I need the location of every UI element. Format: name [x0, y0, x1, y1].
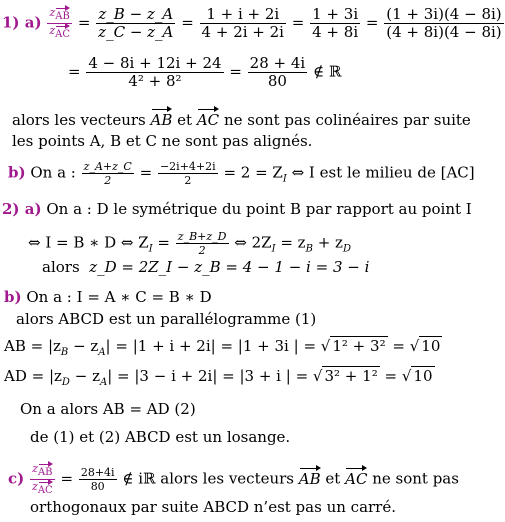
q2a-line-2: ⇔ I = B ∗ D ⇔ $Z_I$ = $\frac{z\_B+z\_D}{2}$ ⇔ $2Z_I = z_B + z_D$ — [28, 230, 351, 257]
text-alors-2: alors — [42, 258, 80, 276]
q2b-equal-sides — [20, 400, 196, 418]
q2a-equivalence: ⇔ I = B ∗ D ⇔ Z — [28, 233, 149, 252]
q2b-ab-line: AB = $|z_B - z_A| = |1 + i + 2i| = |1 + 3i$ | = √ 1² + 3² = √ 10 — [4, 337, 441, 358]
numerator-vec-ab: AB — [55, 7, 70, 23]
ad-modulus-start: AD = |z — [4, 367, 62, 385]
vector-ab: AB — [151, 108, 173, 129]
q2b-label: b) — [4, 288, 22, 306]
subscript-I: I — [282, 173, 287, 185]
q2b-intro — [4, 288, 212, 306]
q1a-frac-5: $\frac{(1 + 3i)(4 - 8i)}{(4 + 8i)(4 - 8i)}$ — [386, 5, 502, 42]
ad-sqrt: √ 3² + 1² — [312, 367, 378, 385]
ab-sqrt: √ 1² + 3² — [320, 337, 386, 355]
q1a-frac-6: $\frac{4 - 8i + 12i + 24}{\text{4² + 8²}}$ — [88, 54, 222, 90]
text-alors: alors les vecteurs — [12, 111, 146, 129]
ad-modulus-rest: | = |3 − i + 2i| = |3 + i | = — [107, 367, 309, 385]
q1a-label: 1) a) — [2, 13, 42, 32]
ab-minus: − z — [73, 337, 99, 355]
q2a-line-3 — [42, 258, 369, 276]
q2b-parallelogram-text: alors ABCD est un parallélogramme (1) — [16, 310, 317, 328]
q2c-label: c) — [8, 469, 25, 488]
q2c-vector-ac: AC — [345, 467, 367, 488]
q1b-line: b) On a : $\frac{z\_A+z\_C}{2}$ = $\frac{-2i+4+2i}{2}$ = $2 = Z_I$ ⇔ I est le milieu de [AC] — [8, 160, 475, 187]
q1b-conclusion: ⇔ I est le milieu de [AC] — [291, 163, 475, 182]
q2c-text-et: et — [325, 469, 341, 488]
q2a-eq-zb: = z — [280, 233, 306, 252]
q1a-frac-2: $\frac{z\_B - z\_A}{z\_C - z\_A}$ — [98, 5, 174, 42]
not-in-R: ∉ ℝ — [313, 62, 342, 81]
q1b-label: b) — [8, 163, 26, 182]
q2a-zd-result: z_D = 2Z_I − z_B = 4 − 1 − i = 3 − i — [89, 258, 370, 276]
q1b-frac-1: $\frac{z\_A+z\_C}{2}$ — [83, 160, 132, 187]
q1a-text-line-2 — [12, 132, 312, 150]
q2a-intro-text: On a : D le symétrique du point B par rapport au point I — [46, 200, 472, 218]
q2c-vector-ab: AB — [299, 467, 321, 488]
q2b-conclusion — [30, 428, 290, 446]
text-non-colineaires: ne sont pas colinéaires par suite — [223, 111, 471, 129]
q1a-equation-line-2: = $\frac{4 - 8i + 12i + 24}{\text{4² + 8²}}$ = $\frac{28 + 4i}{80}$ ∉ ℝ — [68, 54, 342, 90]
text-et: et — [177, 111, 193, 129]
ad-sqrt10: √ 10 — [401, 367, 433, 385]
q1a-text-line-1 — [12, 108, 471, 129]
denominator-z: z — [49, 24, 56, 38]
ab-eq: = — [392, 337, 405, 355]
equals-sign: = — [77, 13, 91, 32]
ad-minus: − z — [74, 367, 100, 385]
q2c-orthogonaux-text: orthogonaux par suite ABCD n’est pas un carré. — [30, 498, 396, 516]
q1b-frac-2: $\frac{-2i+4+2i}{2}$ — [159, 160, 216, 187]
q2b-ad-line: AD = $|z_D - z_A| = |3 - i + 2i| = |3 + i$ | = √ 3² + 1² = √ 10 — [4, 367, 433, 388]
not-in-iR: ∉ iℝ — [122, 469, 156, 488]
q2a-plus-zd: + z — [317, 233, 343, 252]
q1a-frac-7: $\frac{28 + 4i}{80}$ — [249, 54, 306, 90]
ab-modulus-rest: | = |1 + i + 2i| = |1 + 3i | = — [105, 337, 317, 355]
q1a-equation-line-1: 1) a) $\frac{z_{AB}}{z_{AC}}$ = $\frac{z\_B - z\_A}{z\_C - z\_A}$ = $\frac{1 + i + 2i}{4 + 2i + 2i}$ = $\frac{1 + 3i}{4 + 8i}$ = $\frac{(1 + 3i)(4 - 8i)}{(4 + 8i)(4 - 8i)}$ — [2, 5, 502, 42]
q2a-intro — [2, 200, 472, 218]
q2b-parallelogram — [16, 310, 316, 328]
q1a-frac-4: $\frac{1 + 3i}{4 + 8i}$ — [312, 5, 359, 42]
q2a-label: 2) a) — [2, 200, 42, 218]
q2a-frac: $\frac{z\_B+z\_D}{2}$ — [177, 230, 227, 257]
q2c-text-ne-sont-pas: ne sont pas — [372, 469, 459, 488]
vector-ac: AC — [197, 108, 219, 129]
ab-sqrt10: √ 10 — [409, 337, 441, 355]
q2b-losange-text: de (1) et (2) ABCD est un losange. — [30, 428, 291, 446]
ab-modulus-start: AB = |z — [4, 337, 61, 355]
text-non-alignes: les points A, B et C ne sont pas alignés. — [12, 132, 313, 150]
q2c-ratio-fraction: $\frac{z_{AB}}{z_{AC}}$ — [32, 462, 53, 497]
q2c-frac: $\frac{28+4i}{80}$ — [80, 466, 115, 494]
text-on-a: On a : — [30, 163, 76, 182]
denominator-vec-ac: AC — [55, 25, 70, 41]
numerator-z: z — [49, 6, 56, 19]
q1b-equality: = 2 = Z — [223, 163, 283, 182]
q2c-line — [8, 462, 459, 497]
ad-eq: = — [384, 367, 398, 385]
q2b-intro-text: On a : I = A ∗ C = B ∗ D — [26, 288, 212, 306]
q2c-eq: = — [60, 469, 74, 488]
q1a-frac-3: $\frac{1 + i + 2i}{4 + 2i + 2i}$ — [201, 5, 284, 42]
q2b-equal-sides-text: On a alors AB = AD (2) — [20, 400, 196, 418]
q1a-ratio-fraction — [47, 6, 72, 41]
q2a-equiv-2: ⇔ 2Z — [234, 233, 272, 252]
q2c-text-alors: alors les vecteurs — [160, 469, 294, 488]
q2c-line-2 — [30, 498, 396, 516]
